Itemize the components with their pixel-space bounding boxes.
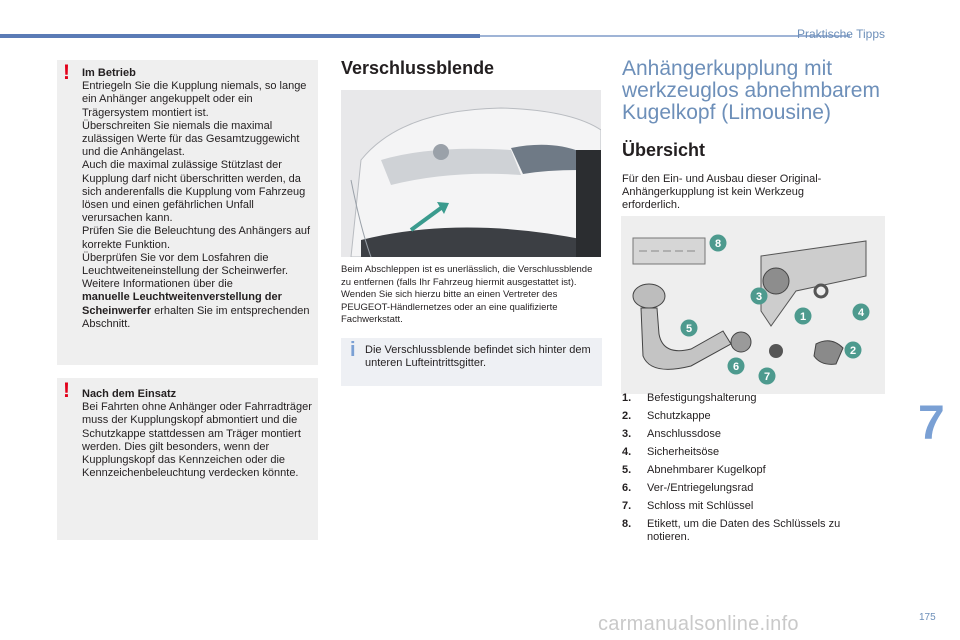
legend-number: 4. xyxy=(622,446,632,458)
page-number: 175 xyxy=(919,612,936,623)
warning-icon: ! xyxy=(63,61,70,84)
socket xyxy=(763,268,789,294)
warning-text: Weitere Informationen über die xyxy=(82,278,233,291)
warning-text: Überprüfen Sie vor dem Losfahren die Leuchtweiteneinstellung der Scheinwerfer. xyxy=(82,251,289,278)
safety-eye xyxy=(815,285,827,297)
info-note-text: Die Verschlussblende befindet sich hinter dem unteren Lufteintrittsgitter. xyxy=(365,344,591,369)
warning-text: Entriegeln Sie die Kupplung niemals, so lange ein Anhänger angekuppelt oder ein Trägersystem montiert ist. xyxy=(82,80,307,119)
warning-text: Auch die maximal zulässige Stützlast der Kupplung darf nicht überschritten werden, da sich anderenfalls die Kupplung vom Fahrzeug lösen und einen gefährlichen Unfall verursachen kann. xyxy=(82,159,306,225)
heading-anhaengerkupplung: Anhängerkupplung mit werkzeuglos abnehmbarem Kugelkopf (Limousine) xyxy=(622,57,880,124)
header-rule-light xyxy=(480,35,850,37)
warning-text: Prüfen Sie die Beleuchtung des Anhängers auf korrekte Funktion. xyxy=(82,225,311,251)
legend-text: Befestigungshalterung xyxy=(647,392,757,404)
warning-reference: manuelle Leuchtweitenverstellung der Scheinwerfer xyxy=(82,291,282,317)
legend-item xyxy=(622,446,882,459)
coupling-diagram-illustration xyxy=(621,216,885,394)
warning-icon: ! xyxy=(63,379,70,402)
legend-number: 2. xyxy=(622,410,632,422)
removable-ball-neck xyxy=(641,308,731,369)
diagram-badge-8 xyxy=(710,235,727,252)
diagram-badge-5 xyxy=(681,320,698,337)
lock-key xyxy=(769,344,783,358)
protective-cap xyxy=(814,341,843,365)
legend-item xyxy=(622,500,882,513)
warning-title: Im Betrieb xyxy=(82,67,136,79)
legend-number: 5. xyxy=(622,464,632,476)
warning-text: erhalten Sie im entsprechenden Abschnitt. xyxy=(82,304,310,330)
diagram-badge-7 xyxy=(759,368,776,385)
legend-number: 1. xyxy=(622,392,632,404)
info-icon: i xyxy=(350,339,356,361)
diagram-badge-3 xyxy=(751,288,768,305)
car-front-image xyxy=(341,90,601,257)
legend-text: Schloss mit Schlüssel xyxy=(647,500,754,512)
heading-verschlussblende: Verschlussblende xyxy=(341,58,495,78)
legend-text: Schutzkappe xyxy=(647,410,711,422)
legend-item xyxy=(622,410,882,423)
legend-text: Anschlussdose xyxy=(647,428,721,440)
legend-text: Etikett, um die Daten des Schlüssels zu notieren. xyxy=(647,518,841,543)
legend-text: Abnehmbarer Kugelkopf xyxy=(647,464,766,476)
coupling-diagram xyxy=(621,216,885,394)
diagram-badge-4 xyxy=(853,304,870,321)
heading-uebersicht: Übersicht xyxy=(622,140,706,160)
intro-text: Für den Ein- und Ausbau dieser Original-Anhängerkupplung ist kein Werkzeug erforderlich. xyxy=(622,173,822,211)
legend-item xyxy=(622,428,882,441)
svg-text:1: 1 xyxy=(799,311,807,323)
legend-number: 3. xyxy=(622,428,632,440)
svg-text:5: 5 xyxy=(685,323,693,335)
legend-item xyxy=(622,482,882,495)
caption-verschlussblende: Beim Abschleppen ist es unerlässlich, die Verschlussblende zu entfernen (falls Ihr Fahrzeug hiermit ausgestattet ist). Wenden Sie sich hierzu bitte an einen Vertreter des PEUGEOT-Händlernetzes oder an eine qualifizierte Fachwerkstatt. xyxy=(341,264,593,326)
warning-body xyxy=(82,388,312,480)
legend-number: 6. xyxy=(622,482,632,494)
svg-text:2: 2 xyxy=(849,345,857,357)
lock-wheel xyxy=(731,332,751,352)
ball-head xyxy=(633,284,665,308)
info-note xyxy=(341,338,602,386)
svg-text:6: 6 xyxy=(732,361,740,373)
warning-body xyxy=(82,67,312,331)
section-title: Praktische Tipps xyxy=(796,27,885,41)
legend-list xyxy=(622,392,882,549)
diagram-badge-1 xyxy=(795,308,812,325)
warning-box-operation xyxy=(57,60,318,365)
legend-item xyxy=(622,518,882,544)
watermark: carmanualsonline.info xyxy=(598,613,799,635)
warning-box-after-use xyxy=(57,378,318,540)
car-front-illustration xyxy=(341,90,601,257)
svg-text:8: 8 xyxy=(714,238,722,250)
legend-number: 8. xyxy=(622,518,632,530)
svg-text:3: 3 xyxy=(755,291,763,303)
diagram-badge-2 xyxy=(845,342,862,359)
warning-text: Überschreiten Sie niemals die maximal zulässigen Werte für das Gesamtzuggewicht und die Anhängelast. xyxy=(82,119,300,159)
warning-title: Nach dem Einsatz xyxy=(82,388,177,400)
legend-item xyxy=(622,464,882,477)
svg-text:7: 7 xyxy=(763,371,771,383)
diagram-badge-6 xyxy=(728,358,745,375)
legend-text: Sicherheitsöse xyxy=(647,446,720,458)
chapter-number: 7 xyxy=(918,397,945,450)
header-rule xyxy=(0,34,480,38)
legend-text: Ver-/Entriegelungsrad xyxy=(647,482,754,494)
svg-text:4: 4 xyxy=(857,307,865,319)
legend-number: 7. xyxy=(622,500,632,512)
legend-item xyxy=(622,392,882,405)
warning-text: Bei Fahrten ohne Anhänger oder Fahrradträger muss der Kupplungskopf abmontiert und die Schutzkappe stattdessen am Träger montiert werden. Dies gilt besonders, wenn der Kupplungskopf das Kennzeichen oder die Kennzeichenbeleuchtung verdecken könnte. xyxy=(82,401,312,480)
